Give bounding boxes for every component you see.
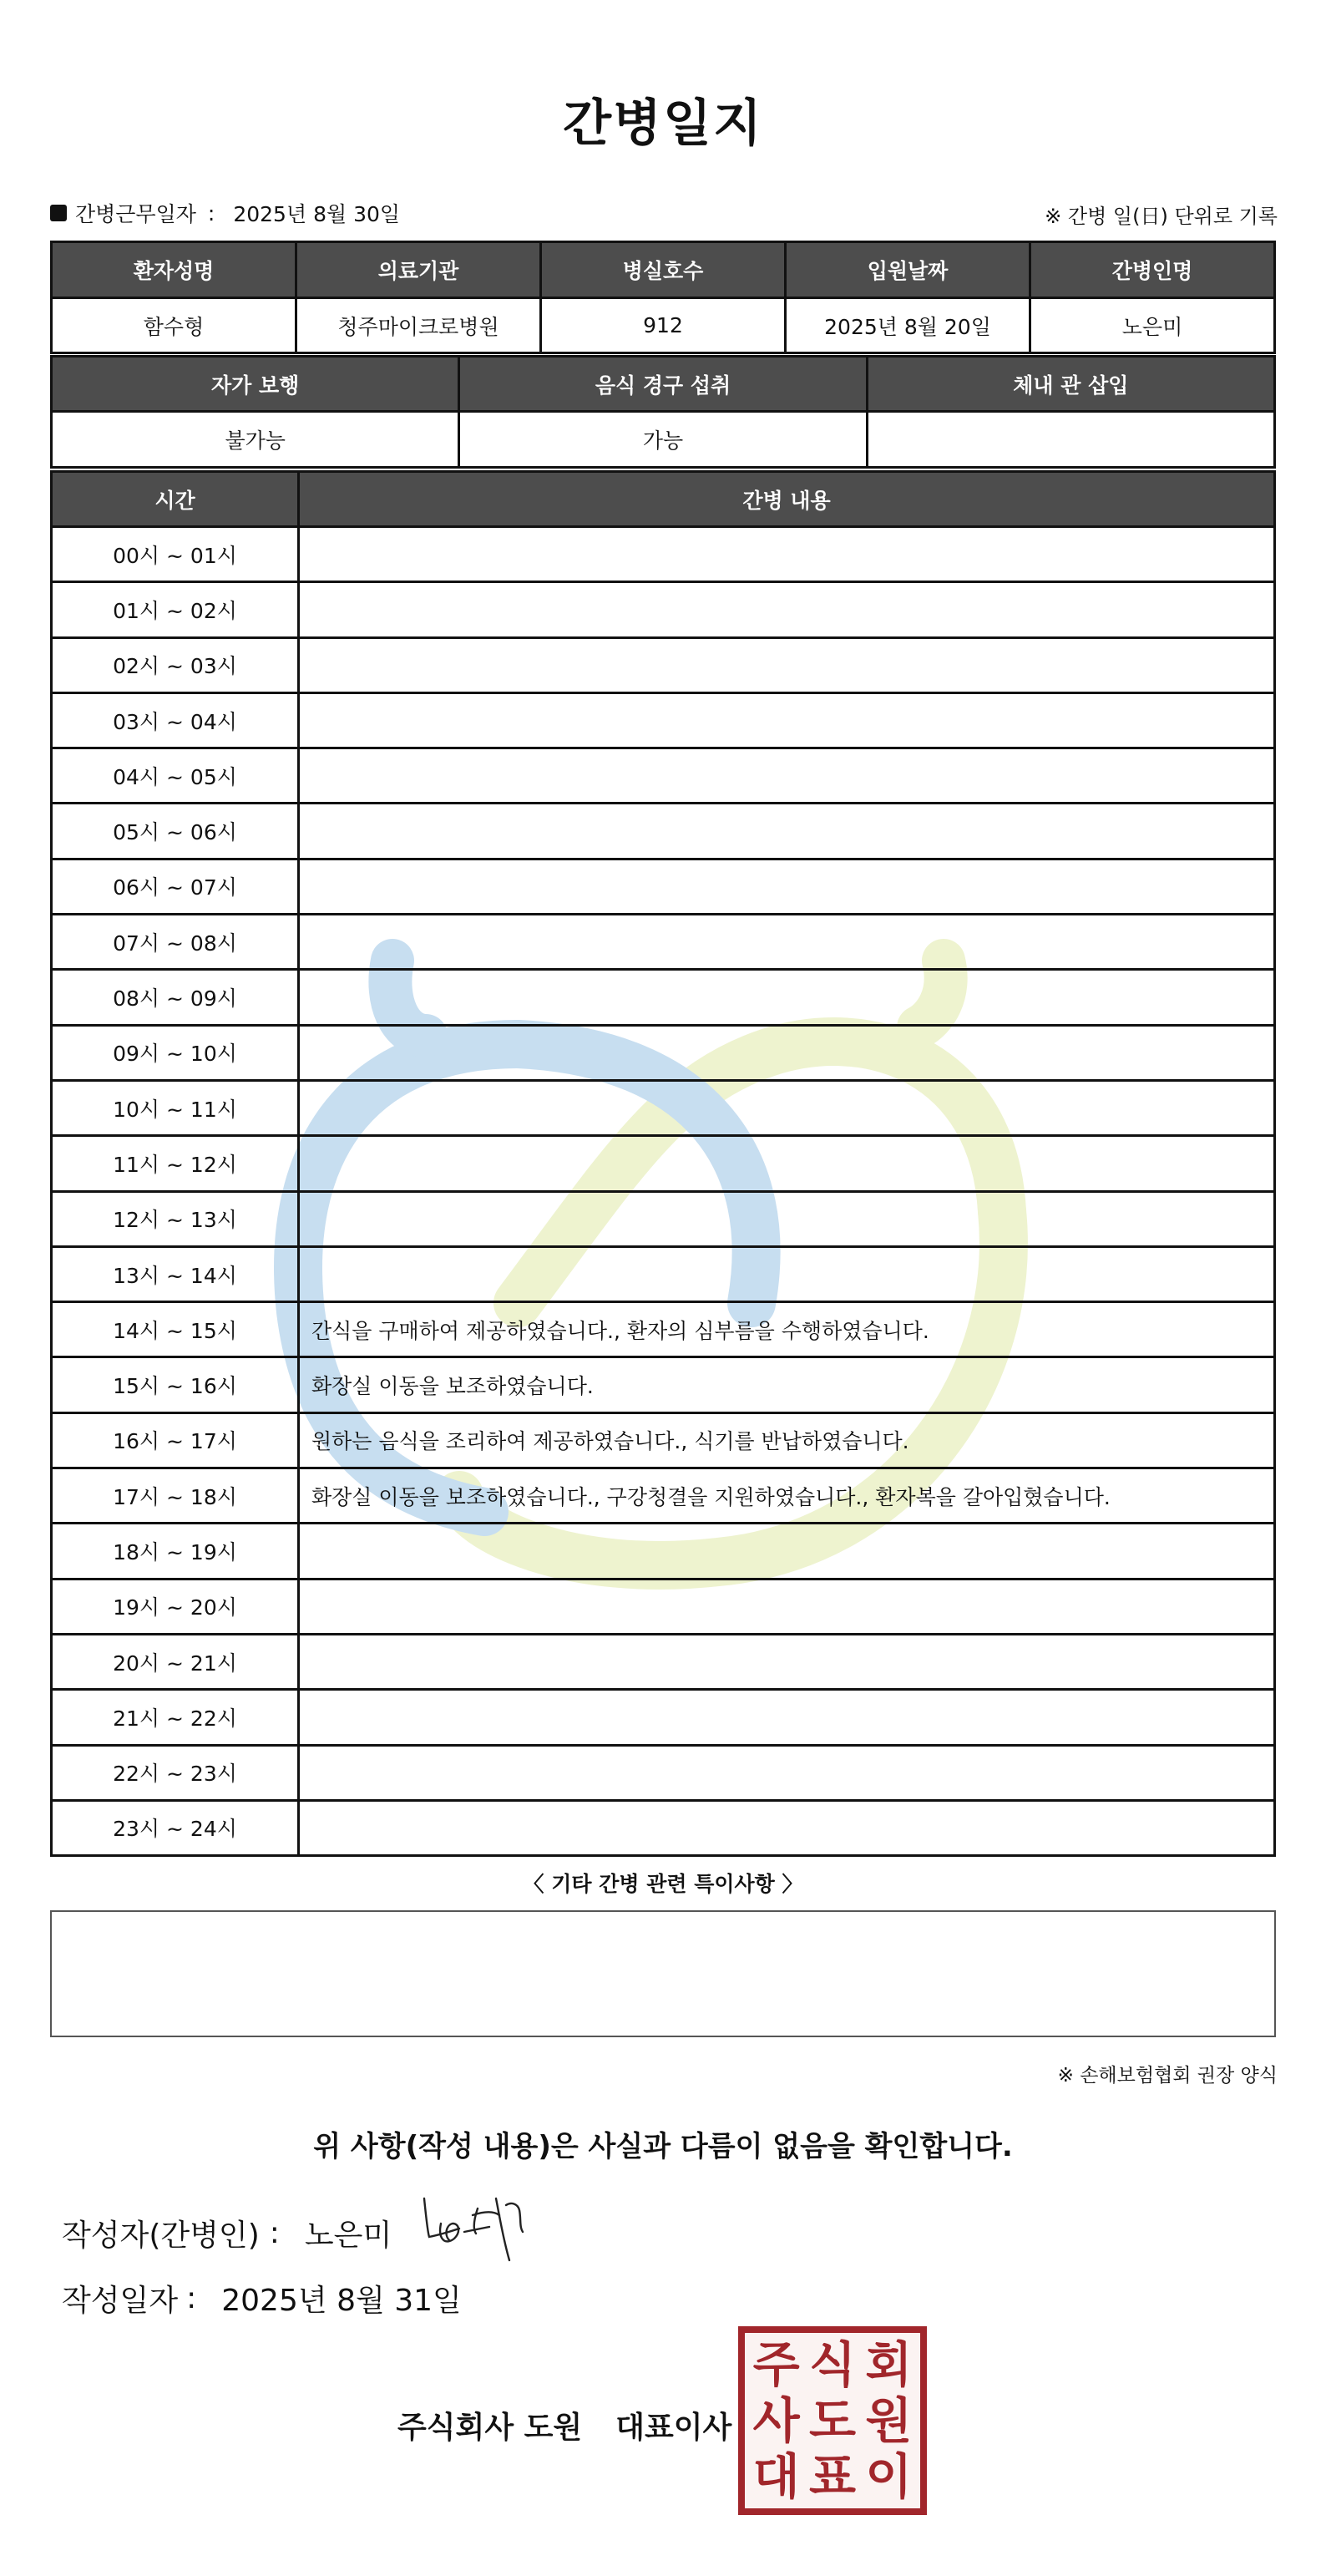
time-cell: 16시 ~ 17시 — [52, 1412, 299, 1468]
notes-title: 〈 기타 간병 관련 특이사항 〉 — [523, 1872, 803, 1896]
table-row — [52, 1246, 1275, 1301]
care-content-cell — [299, 970, 1275, 1025]
table-row — [52, 1800, 1275, 1855]
time-cell: 12시 ~ 13시 — [52, 1191, 299, 1246]
colon: : — [269, 2216, 280, 2250]
time-cell: 02시 ~ 03시 — [52, 637, 299, 692]
seal-glyph: 식 — [808, 2335, 856, 2393]
header-self-walking: 자가 보행 — [52, 357, 459, 412]
seal-glyph: 주 — [752, 2335, 800, 2393]
care-content-cell — [299, 804, 1275, 859]
written-date-value: 2025년 8월 31일 — [221, 2284, 462, 2318]
patient-info-table — [50, 241, 1276, 354]
oral-intake-value: 가능 — [459, 412, 867, 468]
caregiver-name: 노은미 — [1030, 298, 1275, 353]
document-title: 간병일지 — [563, 94, 763, 153]
time-cell: 09시 ~ 10시 — [52, 1025, 299, 1080]
care-content-cell — [299, 1800, 1275, 1855]
care-content-cell — [299, 1080, 1275, 1135]
time-cell: 11시 ~ 12시 — [52, 1136, 299, 1191]
care-content-cell — [299, 915, 1275, 970]
representative-title: 대표이사 — [615, 2411, 732, 2445]
time-cell: 19시 ~ 20시 — [52, 1579, 299, 1634]
hospital-name: 청주마이크로병원 — [296, 298, 541, 353]
care-content-cell — [299, 692, 1275, 748]
care-content-cell: 간식을 구매하여 제공하였습니다., 환자의 심부름을 수행하였습니다. — [299, 1302, 1275, 1357]
care-content-cell: 화장실 이동을 보조하였습니다., 구강청결을 지원하였습니다., 환자복을 갈아입혔습니다. — [299, 1468, 1275, 1524]
care-content-cell — [299, 748, 1275, 804]
table-row — [52, 1524, 1275, 1579]
table-row — [52, 1412, 1275, 1468]
time-cell: 06시 ~ 07시 — [52, 859, 299, 914]
time-cell: 21시 ~ 22시 — [52, 1690, 299, 1745]
bullet-square-icon — [50, 205, 67, 221]
colon: : — [186, 2281, 197, 2315]
time-cell: 10시 ~ 11시 — [52, 1080, 299, 1135]
table-row — [52, 1745, 1275, 1800]
time-cell: 15시 ~ 16시 — [52, 1357, 299, 1412]
header-caregiver: 간병인명 — [1030, 242, 1275, 298]
writer-name: 노은미 — [304, 2219, 392, 2253]
room-number: 912 — [541, 298, 786, 353]
header-oral-intake: 음식 경구 섭취 — [459, 357, 867, 412]
header-time: 시간 — [52, 472, 299, 527]
table-row — [52, 298, 1275, 353]
time-cell: 22시 ~ 23시 — [52, 1745, 299, 1800]
table-row — [52, 1302, 1275, 1357]
care-content-cell — [299, 527, 1275, 582]
table-header-row — [52, 242, 1275, 298]
time-cell: 05시 ~ 06시 — [52, 804, 299, 859]
patient-name: 함수형 — [52, 298, 296, 353]
tube-insertion-value — [867, 412, 1274, 468]
header-hospital: 의료기관 — [296, 242, 541, 298]
table-row — [52, 412, 1275, 468]
unit-note: ※ 간병 일(日) 단위로 기록 — [1045, 205, 1278, 228]
care-content-cell — [299, 1025, 1275, 1080]
care-content-cell: 원하는 음식을 조리하여 제공하였습니다., 식기를 반납하였습니다. — [299, 1412, 1275, 1468]
table-row — [52, 1579, 1275, 1634]
table-row — [52, 692, 1275, 748]
care-content-cell — [299, 1136, 1275, 1191]
company-line — [397, 2404, 731, 2447]
seal-glyph: 사 — [752, 2391, 800, 2449]
time-cell: 13시 ~ 14시 — [52, 1246, 299, 1301]
seal-glyph: 도 — [808, 2391, 856, 2449]
writer-label: 작성자(간병인) — [62, 2219, 260, 2253]
self-walking-value: 불가능 — [52, 412, 459, 468]
care-content-cell — [299, 1524, 1275, 1579]
time-cell: 03시 ~ 04시 — [52, 692, 299, 748]
table-row — [52, 915, 1275, 970]
seal-glyph: 대 — [752, 2448, 800, 2506]
time-cell: 14시 ~ 15시 — [52, 1302, 299, 1357]
time-cell: 04시 ~ 05시 — [52, 748, 299, 804]
table-header-row — [52, 472, 1275, 527]
table-row — [52, 1025, 1275, 1080]
care-log-table — [50, 470, 1276, 1857]
notes-box — [50, 1910, 1276, 2037]
header-patient-name: 환자성명 — [52, 242, 296, 298]
care-content-cell — [299, 1690, 1275, 1745]
company-name: 주식회사 도원 — [397, 2411, 583, 2445]
care-content-cell — [299, 1634, 1275, 1689]
work-date-label: 간병근무일자 — [75, 202, 196, 226]
time-cell: 23시 ~ 24시 — [52, 1800, 299, 1855]
header-care-content: 간병 내용 — [299, 472, 1275, 527]
seal-glyph: 원 — [865, 2391, 913, 2449]
time-cell: 00시 ~ 01시 — [52, 527, 299, 582]
care-content-cell — [299, 859, 1275, 914]
table-row — [52, 582, 1275, 637]
time-cell: 18시 ~ 19시 — [52, 1524, 299, 1579]
admission-date: 2025년 8월 20일 — [786, 298, 1030, 353]
care-content-cell — [299, 582, 1275, 637]
seal-glyph: 이 — [865, 2448, 913, 2506]
table-row — [52, 527, 1275, 582]
table-row — [52, 859, 1275, 914]
company-seal — [738, 2326, 927, 2515]
colon: : — [207, 200, 215, 226]
table-row — [52, 1080, 1275, 1135]
work-date-line — [50, 198, 400, 228]
time-cell: 20시 ~ 21시 — [52, 1634, 299, 1689]
time-cell: 07시 ~ 08시 — [52, 915, 299, 970]
seal-glyph: 회 — [865, 2335, 913, 2393]
confirmation-statement: 위 사항(작성 내용)은 사실과 다름이 없음을 확인합니다. — [313, 2130, 1013, 2163]
written-date-line — [62, 2277, 462, 2320]
header-room: 병실호수 — [541, 242, 786, 298]
footnote: ※ 손해보험협회 권장 양식 — [1057, 2065, 1278, 2087]
table-row — [52, 1357, 1275, 1412]
time-cell: 17시 ~ 18시 — [52, 1468, 299, 1524]
written-date-label: 작성일자 — [62, 2284, 179, 2318]
care-content-cell — [299, 1579, 1275, 1634]
table-header-row — [52, 357, 1275, 412]
table-row — [52, 637, 1275, 692]
patient-condition-table — [50, 355, 1276, 469]
table-row — [52, 1136, 1275, 1191]
table-row — [52, 1634, 1275, 1689]
header-admission-date: 입원날짜 — [786, 242, 1030, 298]
care-content-cell — [299, 637, 1275, 692]
work-date-value: 2025년 8월 30일 — [233, 202, 401, 226]
table-row — [52, 1468, 1275, 1524]
table-row — [52, 1690, 1275, 1745]
care-content-cell — [299, 1745, 1275, 1800]
table-row — [52, 1191, 1275, 1246]
table-row — [52, 748, 1275, 804]
time-cell: 08시 ~ 09시 — [52, 970, 299, 1025]
care-content-cell: 화장실 이동을 보조하였습니다. — [299, 1357, 1275, 1412]
handwritten-signature — [416, 2190, 533, 2265]
table-row — [52, 804, 1275, 859]
table-row — [52, 970, 1275, 1025]
care-content-cell — [299, 1191, 1275, 1246]
header-tube-insertion: 체내 관 삽입 — [867, 357, 1274, 412]
writer-line — [62, 2212, 392, 2254]
time-cell: 01시 ~ 02시 — [52, 582, 299, 637]
care-content-cell — [299, 1246, 1275, 1301]
seal-glyph: 표 — [808, 2448, 856, 2506]
